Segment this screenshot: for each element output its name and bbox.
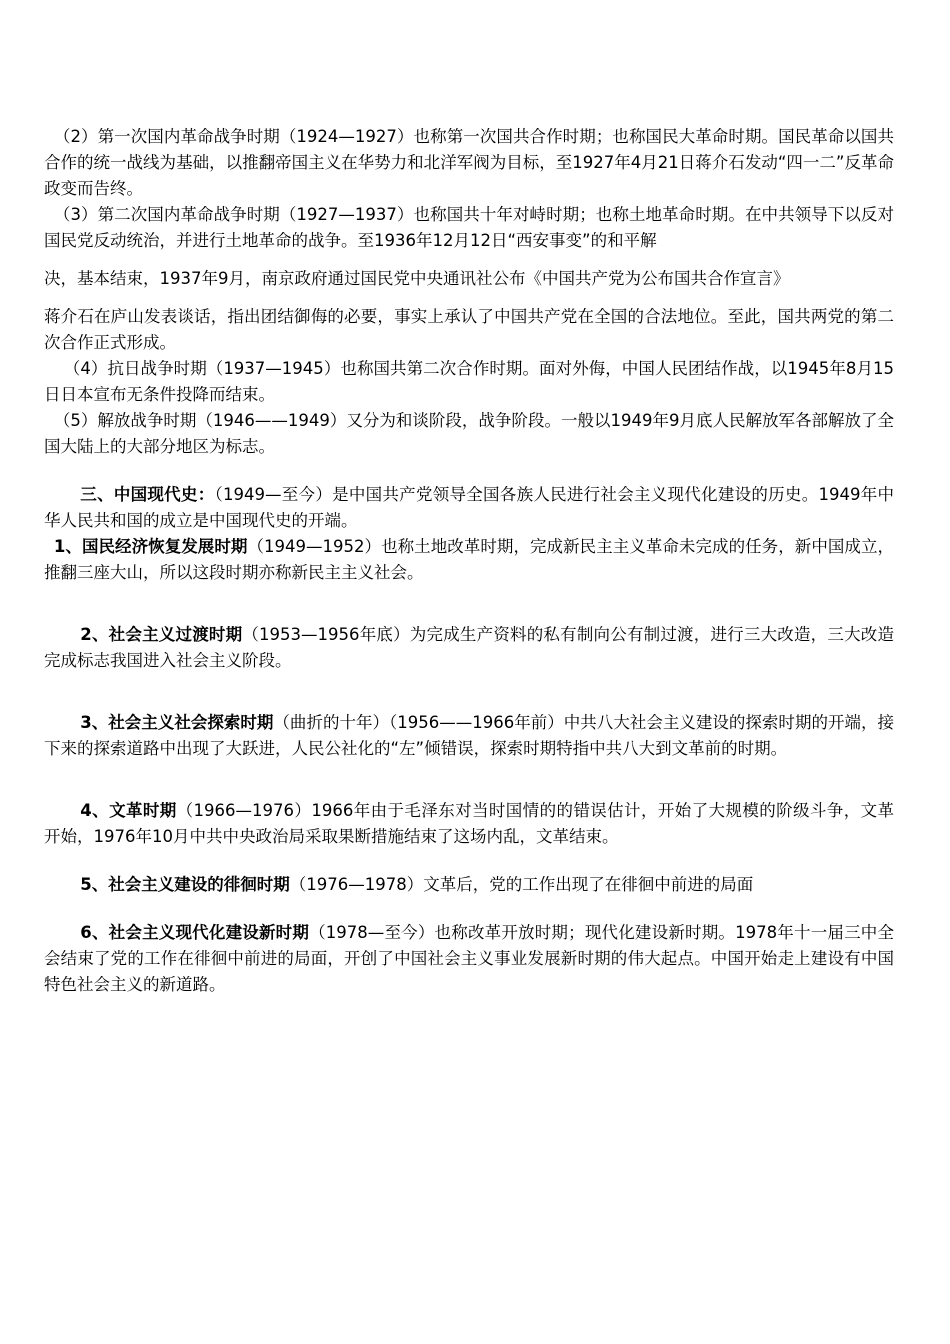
period-item	[44, 920, 894, 998]
period-item	[44, 622, 894, 674]
period-text: （1966—1976）1966年由于毛泽东对当时国情的的错误估计，开始了大规模的阶级斗争，文革开始，1976年10月中共中央政治局采取果断措施结束了这场内乱，文革结束。	[44, 801, 894, 846]
period-title: 6、社会主义现代化建设新时期	[80, 923, 310, 942]
period-title: 4、文革时期	[80, 801, 177, 820]
period-item	[44, 872, 894, 898]
period-item	[44, 798, 894, 850]
period-title: 2、社会主义过渡时期	[80, 625, 243, 644]
paragraph-period-2: （2）第一次国内革命战争时期（1924—1927）也称第一次国共合作时期；也称国民大革命时期。国民革命以国共合作的统一战线为基础，以推翻帝国主义在华势力和北洋军阀为目标，至1927年4月21日蒋介石发动“四一二”反革命政变而告终。	[44, 127, 894, 198]
period-title: 1、国民经济恢复发展时期	[53, 537, 248, 556]
period-item	[44, 710, 894, 762]
paragraph-period-4: （4）抗日战争时期（1937—1945）也称国共第二次合作时期。面对外侮，中国人民团结作战，以1945年8月15日日本宣布无条件投降而结束。	[44, 359, 894, 404]
period-item	[44, 534, 894, 586]
period-title: 3、社会主义社会探索时期	[80, 713, 274, 732]
document-page	[44, 124, 894, 998]
period-text: （曲折的十年）（1956——1966年前）中共八大社会主义建设的探索时期的开端，接下来的探索道路中出现了大跃进，人民公社化的“左”倾错误，探索时期特指中共八大到文革前的时期。	[44, 713, 895, 758]
period-text: （1949—1952）也称土地改革时期，完成新民主主义革命未完成的任务，新中国成立，推翻三座大山，所以这段时期亦称新民主主义社会。	[44, 537, 895, 582]
paragraph-period-5: （5）解放战争时期（1946——1949）又分为和谈阶段，战争阶段。一般以1949年9月底人民解放军各部解放了全国大陆上的大部分地区为标志。	[44, 411, 894, 456]
section-heading: 三、中国现代史：	[80, 485, 215, 504]
period-text: （1976—1978）文革后，党的工作出现了在徘徊中前进的局面	[289, 875, 754, 894]
period-text: （1978—至今）也称改革开放时期；现代化建设新时期。1978年十一届三中全会结束了党的工作在徘徊中前进的局面，开创了中国社会主义事业发展新时期的伟大起点。中国开始走上建设有中国特色社会主义的新道路。	[44, 923, 895, 994]
period-text: （1953—1956年底）为完成生产资料的私有制向公有制过渡，进行三大改造，三大改造完成标志我国进入社会主义阶段。	[44, 625, 894, 670]
section-modern-history	[44, 482, 894, 534]
section-intro-text: （1949—至今）是中国共产党领导全国各族人民进行社会主义现代化建设的历史。1949年中华人民共和国的成立是中国现代史的开端。	[44, 485, 895, 530]
paragraph-period-3-part3: 蒋介石在庐山发表谈话，指出团结御侮的必要，事实上承认了中国共产党在全国的合法地位。至此，国共两党的第二次合作正式形成。	[44, 307, 894, 352]
paragraph-period-3-part2: 决，基本结束，1937年9月，南京政府通过国民党中央通讯社公布《中国共产党为公布国共合作宣言》	[44, 269, 790, 288]
period-title: 5、社会主义建设的徘徊时期	[80, 875, 290, 894]
paragraph-period-3-part1: （3）第二次国内革命战争时期（1927—1937）也称国共十年对峙时期；也称土地革命时期。在中共领导下以反对国民党反动统治，并进行土地革命的战争。至1936年12月12日“西安事变”的和平解	[44, 205, 894, 250]
